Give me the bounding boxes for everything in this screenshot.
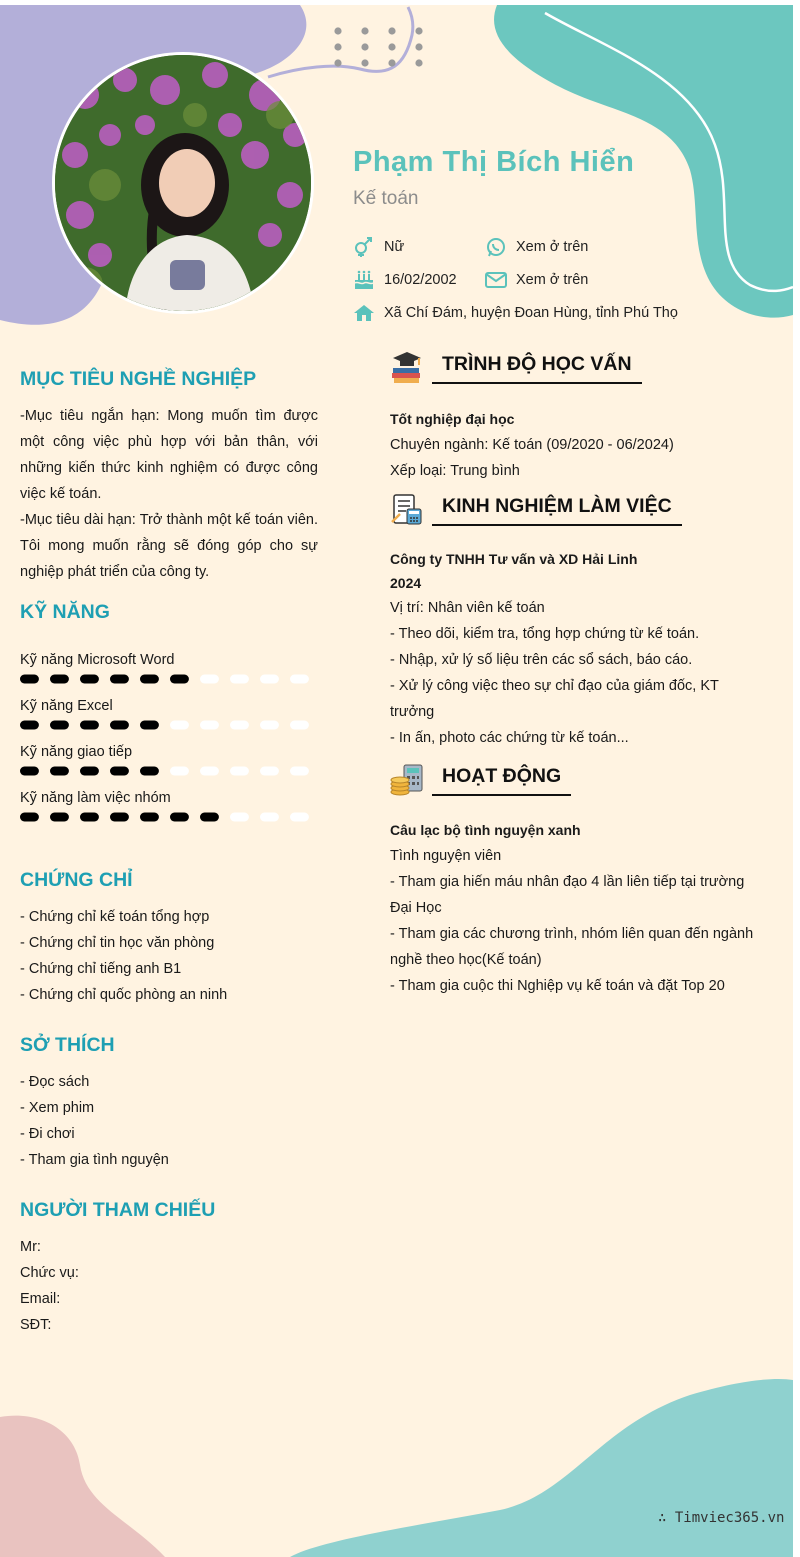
organization: Câu lạc bộ tình nguyện xanh bbox=[390, 822, 581, 838]
education-heading bbox=[390, 350, 642, 384]
phone-value: Xem ở trên bbox=[516, 239, 589, 255]
rating-dash-empty bbox=[200, 675, 219, 684]
rating-dash-filled bbox=[110, 813, 129, 822]
rating-dash-empty bbox=[200, 721, 219, 730]
graduation-books-icon bbox=[390, 350, 424, 384]
rating-dash-filled bbox=[110, 721, 129, 730]
rating-dash-filled bbox=[200, 813, 219, 822]
rating-dash-filled bbox=[20, 721, 39, 730]
avatar bbox=[52, 52, 314, 314]
list-item: Tình nguyện viên bbox=[390, 848, 502, 864]
list-item: - Tham gia hiến máu nhân đạo 4 lần liên tiếp tại trường bbox=[390, 874, 745, 890]
rating-dash-filled bbox=[140, 721, 159, 730]
rating-dash-empty bbox=[290, 721, 309, 730]
references-heading: NGƯỜI THAM CHIẾU bbox=[20, 1199, 216, 1221]
rating-dash-empty bbox=[290, 813, 309, 822]
list-item: - Đọc sách bbox=[20, 1074, 90, 1090]
skill-rating bbox=[20, 719, 320, 731]
list-item: Đại Học bbox=[390, 900, 442, 916]
rating-dash-empty bbox=[170, 767, 189, 776]
list-item: nghề theo học(Kế toán) bbox=[390, 952, 542, 968]
rating-dash-empty bbox=[290, 675, 309, 684]
rating-dash-filled bbox=[80, 767, 99, 776]
cv-paper bbox=[0, 5, 793, 1557]
list-item: - Đi chơi bbox=[20, 1126, 75, 1142]
rating-dash-empty bbox=[260, 767, 279, 776]
career-goal-long: -Mục tiêu dài hạn: Trở thành một kế toán viên. Tôi mong muốn rằng sẽ đóng góp cho sự nghiệp phát triển của công ty. bbox=[20, 512, 318, 580]
list-item: - Tham gia tình nguyện bbox=[20, 1152, 169, 1168]
hobbies-heading: SỞ THÍCH bbox=[20, 1034, 115, 1056]
skill-label: Kỹ năng Excel bbox=[20, 698, 113, 714]
rating-dash-empty bbox=[260, 675, 279, 684]
list-item: - Xem phim bbox=[20, 1100, 95, 1116]
rating-dash-filled bbox=[80, 675, 99, 684]
phone-row bbox=[485, 237, 588, 257]
career-goal-heading: MỤC TIÊU NGHỀ NGHIỆP bbox=[20, 368, 257, 390]
rating-dash-filled bbox=[50, 813, 69, 822]
birthday-value: 16/02/2002 bbox=[384, 272, 457, 288]
rating-dash-filled bbox=[80, 721, 99, 730]
list-item: Email: bbox=[20, 1291, 61, 1307]
rating-dash-filled bbox=[20, 767, 39, 776]
hobbies-list bbox=[20, 1069, 169, 1173]
skill-item bbox=[20, 652, 320, 672]
gender-icon bbox=[353, 237, 375, 257]
list-item: - Chứng chỉ quốc phòng an ninh bbox=[20, 987, 228, 1003]
list-item: - Nhập, xử lý số liệu trên các sổ sách, báo cáo. bbox=[390, 652, 693, 668]
rating-dash-filled bbox=[50, 767, 69, 776]
skill-rating bbox=[20, 673, 320, 685]
address-value: Xã Chí Đám, huyện Đoan Hùng, tỉnh Phú Thọ bbox=[384, 305, 678, 321]
rating-dash-filled bbox=[140, 767, 159, 776]
rating-dash-filled bbox=[140, 813, 159, 822]
rating-dash-empty bbox=[230, 675, 249, 684]
education-title: TRÌNH ĐỘ HỌC VẤN bbox=[432, 353, 642, 384]
work-year: 2024 bbox=[390, 575, 422, 591]
list-item: - Chứng chỉ tin học văn phòng bbox=[20, 935, 215, 951]
list-item: - Tham gia các chương trình, nhóm liên quan đến ngành bbox=[390, 926, 754, 942]
rating-dash-filled bbox=[170, 813, 189, 822]
education-details bbox=[390, 406, 674, 484]
rating-dash-filled bbox=[80, 813, 99, 822]
list-item: Vị trí: Nhân viên kế toán bbox=[390, 600, 545, 616]
birthday-cake-icon bbox=[353, 270, 375, 290]
grade: Xếp loại: Trung bình bbox=[390, 463, 520, 479]
certificates-heading: CHỨNG CHỈ bbox=[20, 869, 133, 891]
list-item: - Chứng chỉ kế toán tổng hợp bbox=[20, 909, 210, 925]
company: Công ty TNHH Tư vấn và XD Hải Linh bbox=[390, 551, 638, 567]
rating-dash-filled bbox=[110, 675, 129, 684]
email-value: Xem ở trên bbox=[516, 272, 589, 288]
job-title: Kế toán bbox=[353, 188, 419, 209]
rating-dash-empty bbox=[200, 767, 219, 776]
rating-dash-empty bbox=[260, 813, 279, 822]
list-item: - Chứng chỉ tiếng anh B1 bbox=[20, 961, 182, 977]
skill-item bbox=[20, 744, 320, 764]
rating-dash-empty bbox=[230, 813, 249, 822]
accounting-document-icon bbox=[390, 492, 424, 526]
certificates-list bbox=[20, 904, 227, 1008]
gender-value: Nữ bbox=[384, 239, 405, 255]
skill-rating bbox=[20, 811, 320, 823]
activities-details bbox=[390, 817, 753, 999]
skill-item bbox=[20, 698, 320, 718]
skills-heading: KỸ NĂNG bbox=[20, 601, 110, 623]
degree: Tốt nghiệp đại học bbox=[390, 411, 515, 427]
list-item: - Xử lý công việc theo sự chỉ đạo của giám đốc, KT bbox=[390, 678, 719, 694]
address-row bbox=[353, 303, 678, 323]
rating-dash-filled bbox=[20, 813, 39, 822]
email-row bbox=[485, 270, 588, 290]
list-item: - Tham gia cuộc thi Nghiệp vụ kế toán và đặt Top 20 bbox=[390, 978, 725, 994]
skill-label: Kỹ năng làm việc nhóm bbox=[20, 790, 171, 806]
activities-heading bbox=[390, 762, 571, 796]
skill-rating bbox=[20, 765, 320, 777]
list-item: - Theo dõi, kiểm tra, tổng hợp chứng từ kế toán. bbox=[390, 626, 700, 642]
experience-title: KINH NGHIỆM LÀM VIỆC bbox=[432, 495, 682, 526]
rating-dash-empty bbox=[290, 767, 309, 776]
rating-dash-empty bbox=[170, 721, 189, 730]
rating-dash-empty bbox=[260, 721, 279, 730]
skill-item bbox=[20, 790, 320, 810]
gender-row bbox=[353, 237, 404, 257]
list-item: trưởng bbox=[390, 704, 435, 720]
list-item: - In ấn, photo các chứng từ kế toán... bbox=[390, 730, 629, 746]
rating-dash-filled bbox=[20, 675, 39, 684]
list-item: SĐT: bbox=[20, 1317, 52, 1333]
watermark-brand: ∴ Timviec365.vn bbox=[658, 1510, 785, 1526]
birthday-row bbox=[353, 270, 457, 290]
list-item: Chức vụ: bbox=[20, 1265, 79, 1281]
experience-heading bbox=[390, 492, 682, 526]
rating-dash-filled bbox=[140, 675, 159, 684]
activities-title: HOẠT ĐỘNG bbox=[432, 765, 571, 796]
rating-dash-filled bbox=[50, 675, 69, 684]
envelope-icon bbox=[485, 270, 507, 290]
experience-details bbox=[390, 547, 719, 751]
rating-dash-empty bbox=[230, 721, 249, 730]
references-list bbox=[20, 1234, 79, 1338]
rating-dash-filled bbox=[110, 767, 129, 776]
rating-dash-filled bbox=[50, 721, 69, 730]
skill-label: Kỹ năng giao tiếp bbox=[20, 744, 133, 760]
candidate-name: Phạm Thị Bích Hiển bbox=[353, 146, 635, 178]
coins-calculator-icon bbox=[390, 762, 424, 796]
major: Chuyên ngành: Kế toán (09/2020 - 06/2024) bbox=[390, 437, 674, 453]
list-item: Mr: bbox=[20, 1239, 41, 1255]
rating-dash-filled bbox=[170, 675, 189, 684]
skill-label: Kỹ năng Microsoft Word bbox=[20, 652, 175, 668]
career-goal-short: -Mục tiêu ngắn hạn: Mong muốn tìm được một công việc phù hợp với bản thân, với những kiến thức kinh nghiệm có được công việc kế toán. bbox=[20, 408, 318, 502]
home-icon bbox=[353, 303, 375, 323]
whatsapp-icon bbox=[485, 237, 507, 257]
rating-dash-empty bbox=[230, 767, 249, 776]
